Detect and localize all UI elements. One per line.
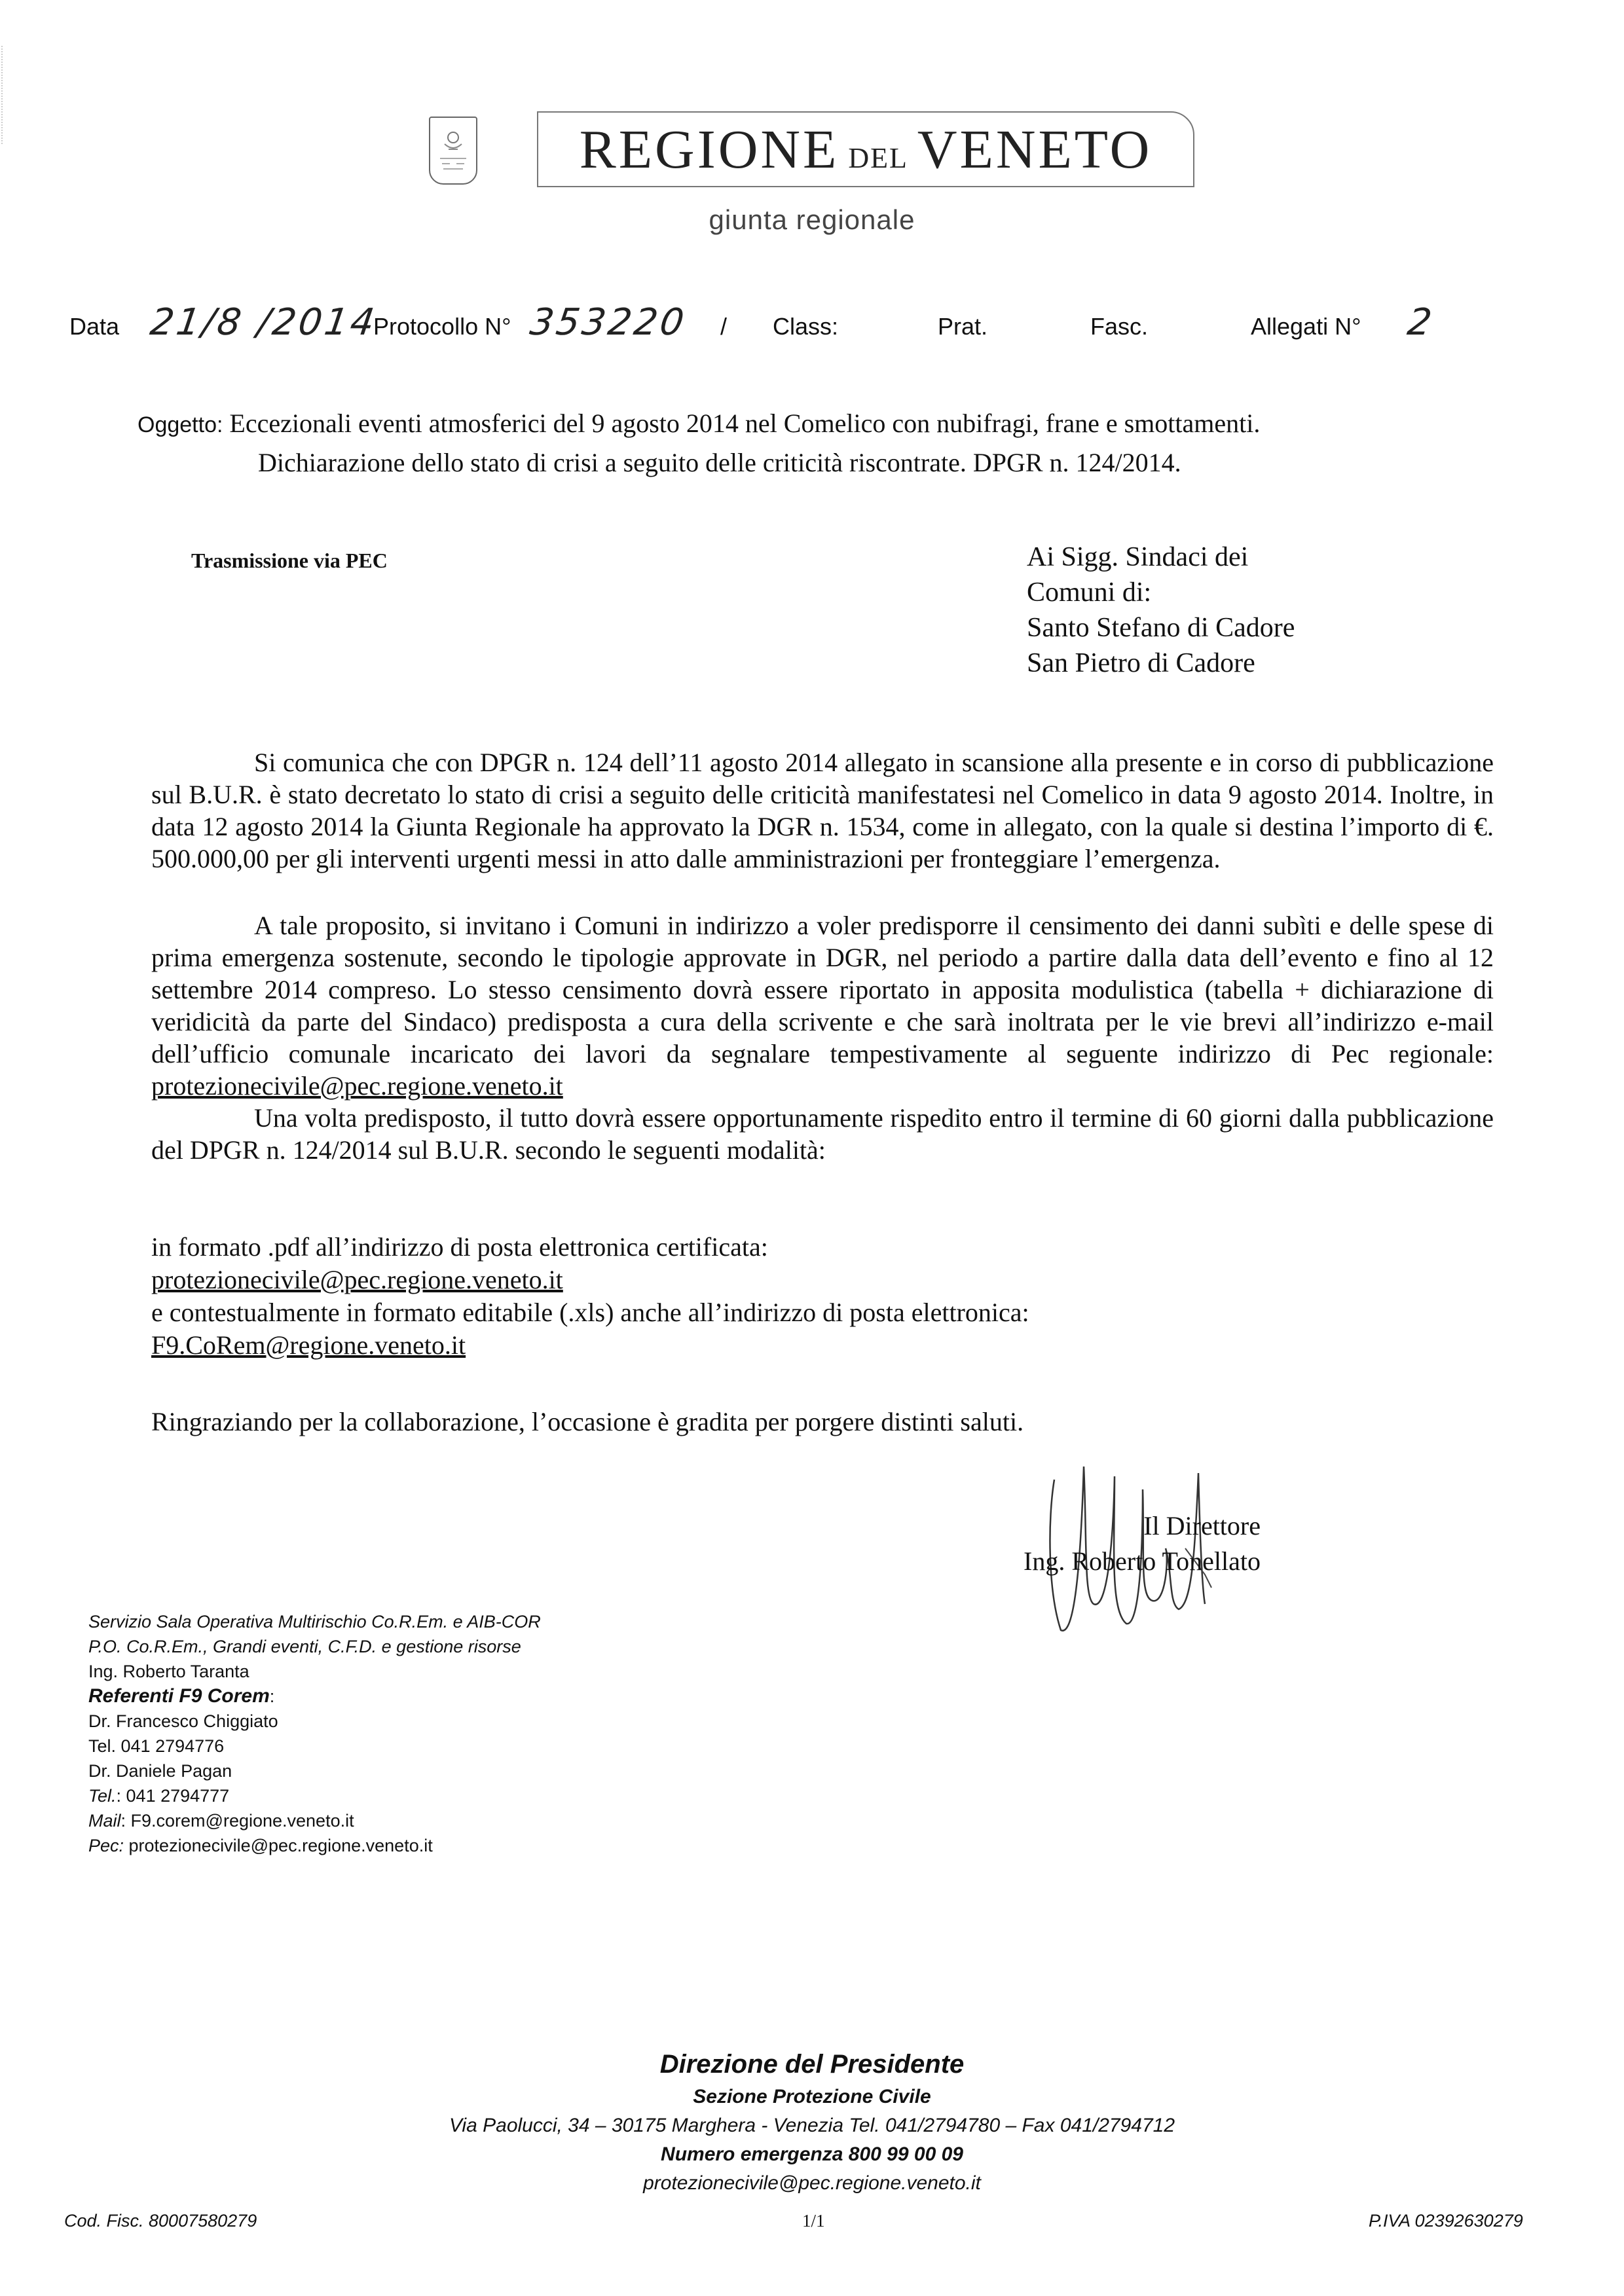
fasc-label: Fasc. <box>1090 313 1149 340</box>
fiscal-code: Cod. Fisc. 80007580279 <box>64 2211 257 2231</box>
tel-value: : 041 2794777 <box>116 1786 230 1806</box>
footer-pec[interactable]: protezionecivile@pec.regione.veneto.it <box>643 2172 981 2194</box>
pec-email-link[interactable]: protezionecivile@pec.regione.veneto.it <box>151 1071 563 1101</box>
mail-label: Mail <box>88 1811 121 1831</box>
contact-service: Servizio Sala Operativa Multirischio Co.R.Em. e AIB-COR <box>88 1612 541 1631</box>
signatory-role: Il Direttore <box>1143 1511 1261 1540</box>
mail-value[interactable]: : F9.corem@regione.veneto.it <box>120 1811 354 1831</box>
delivery-pdf-line: in formato .pdf all’indirizzo di posta elettronica certificata: <box>151 1232 768 1262</box>
footer-section: Sezione Protezione Civile <box>693 2086 931 2107</box>
signatory-name: Ing. Roberto Tonellato <box>1024 1546 1261 1576</box>
subject <box>138 405 1513 482</box>
protocol-separator: / <box>720 313 728 340</box>
allegati-label: Allegati N° <box>1251 313 1361 340</box>
referent-name: Dr. Francesco Chiggiato <box>88 1711 278 1731</box>
allegati-value <box>1405 301 1437 344</box>
protocol-handwritten: 353220 <box>527 301 690 344</box>
vat-number: P.IVA 02392630279 <box>1369 2211 1523 2231</box>
coat-of-arms-icon <box>429 117 477 185</box>
date-label: Data <box>69 313 120 340</box>
contact-head: Ing. Roberto Taranta <box>88 1662 249 1681</box>
recipient-line: Ai Sigg. Sindaci dei <box>1027 542 1249 572</box>
signature-block <box>943 1440 1310 1637</box>
referenti-colon: : <box>269 1686 275 1706</box>
delivery-xls-line: e contestualmente in formato editabile (.xls) anche all’indirizzo di posta elettronica: <box>151 1298 1029 1327</box>
recipients <box>1027 539 1295 681</box>
corem-email-link[interactable]: F9.CoRem@regione.veneto.it <box>151 1330 466 1360</box>
title-regione: REGIONE <box>579 118 840 180</box>
allegati-handwritten: 2 <box>1405 301 1437 344</box>
pec-label: Pec: <box>88 1836 124 1855</box>
signatory <box>943 1508 1261 1579</box>
class-label: Class: <box>773 313 839 340</box>
tel-label: Tel. <box>88 1786 117 1806</box>
referenti-label: Referenti F9 Corem <box>88 1685 270 1707</box>
protocol-value <box>527 301 690 344</box>
referent-phone <box>88 1783 541 1808</box>
subject-line-2: Dichiarazione dello stato di crisi a seguito delle criticità riscontrate. DPGR n. 124/2014. <box>258 448 1181 477</box>
body-paragraph-3: Una volta predisposto, il tutto dovrà essere opportunamente rispedito entro il termine di 60 giorni dalla pubblicazione del DPGR n. 124/2014 sul B.U.R. secondo le seguenti modalità: <box>151 1103 1494 1165</box>
subject-line-1 <box>138 405 1513 444</box>
subject-label: Oggetto: <box>138 412 223 437</box>
recipient-line: Comuni di: <box>1027 577 1152 608</box>
contact-referenti <box>88 1684 541 1709</box>
referent-phone: Tel. 041 2794776 <box>88 1736 225 1756</box>
body-paragraph-1: Si comunica che con DPGR n. 124 dell’11 agosto 2014 allegato in scansione alla presente e in corso di pubblicazione sul B.U.R. è stato decretato lo stato di crisi a seguito delle criticità manifestatesi nel Comelico in data 9 agosto 2014. Inoltre, in data 12 agosto 2014 la Giunta Regionale ha approvato la DGR n. 1534, come in allegato, con la quale si destina l’importo di €. 500.000,00 per gli interventi urgenti messi in atto dalle amministrazioni per fronteggiare l’emergenza. <box>151 748 1494 873</box>
title-veneto: VENETO <box>917 118 1153 180</box>
subtitle: giunta regionale <box>709 204 915 235</box>
contact-mail <box>88 1808 541 1833</box>
recipient-line: San Pietro di Cadore <box>1027 648 1255 678</box>
letterhead-footer <box>0 2046 1624 2198</box>
footer-address: Via Paolucci, 34 – 30175 Marghera - Venezia Tel. 041/2794780 – Fax 041/2794712 <box>449 2115 1175 2136</box>
subject-text-1: Eccezionali eventi atmosferici del 9 agosto 2014 nel Comelico con nubifragi, frane e smottamenti. <box>229 409 1261 438</box>
delivery-instructions <box>151 1231 1029 1362</box>
date-handwritten: 21/8 /2014 <box>147 301 380 344</box>
prat-label: Prat. <box>938 313 988 340</box>
date-value <box>147 301 380 344</box>
contact-po: P.O. Co.R.Em., Grandi eventi, C.F.D. e gestione risorse <box>88 1637 521 1656</box>
title-del: DEL <box>848 141 908 174</box>
transmission-note: Trasmissione via PEC <box>191 549 388 572</box>
contact-pec <box>88 1833 541 1858</box>
closing-greeting: Ringraziando per la collaborazione, l’occasione è gradita per porgere distinti saluti. <box>151 1407 1024 1436</box>
region-title <box>580 118 1153 181</box>
scan-artifact <box>1 46 7 144</box>
protocol-label: Protocollo N° <box>373 313 511 340</box>
region-title-box <box>537 111 1194 187</box>
footer-direction: Direzione del Presidente <box>659 2050 965 2079</box>
body-paragraph-2-text: A tale proposito, si invitano i Comuni in indirizzo a voler predisporre il censimento dei danni subìti e delle spese di prima emergenza sostenute, secondo le tipologie approvate in DGR, nel periodo a partire dalla data dell’evento e fino al 12 settembre 2014 compreso. Lo stesso censimento dovrà essere riportato in apposita modulistica (tabella + dichiarazione di veridicità da parte del Sindaco) predisposta a cura della scrivente e che sarà inoltrata per le vie brevi all’indirizzo e-mail dell’ufficio comunale incaricato dei lavori da segnalare tempestivamente al seguente indirizzo di Pec regionale: <box>151 911 1494 1068</box>
body-paragraph-2 <box>151 909 1494 1102</box>
recipient-line: Santo Stefano di Cadore <box>1027 613 1295 643</box>
contact-block <box>88 1609 541 1858</box>
referent-name: Dr. Daniele Pagan <box>88 1761 232 1781</box>
pec-email-link[interactable]: protezionecivile@pec.regione.veneto.it <box>151 1265 563 1294</box>
page-number: 1/1 <box>802 2211 825 2231</box>
pec-value[interactable]: protezionecivile@pec.regione.veneto.it <box>124 1836 433 1855</box>
footer-emergency-number: Numero emergenza 800 99 00 09 <box>661 2143 963 2165</box>
